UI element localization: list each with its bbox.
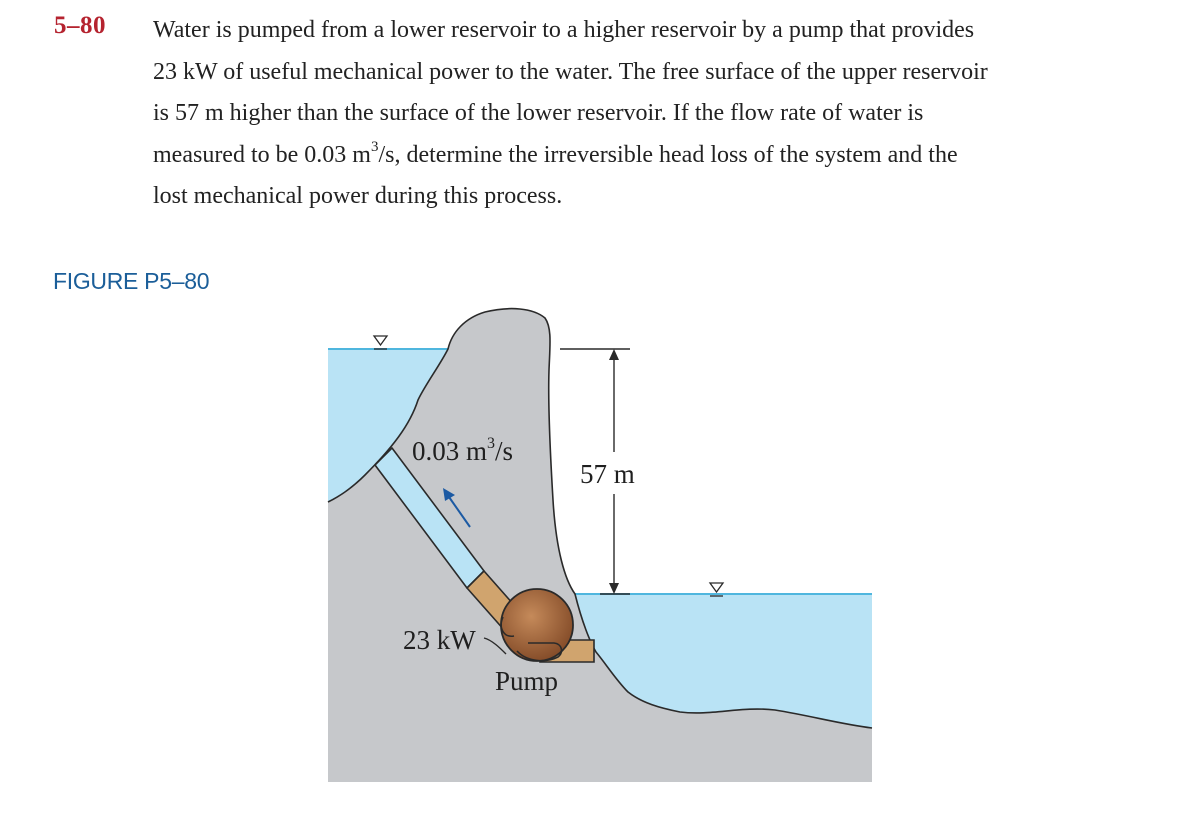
problem-line-3: is 57 m higher than the surface of the lower reservoir. If the flow rate of water is [153, 100, 924, 127]
height-label: 57 m [580, 459, 635, 489]
problem-line-4-end: /s, determine the irreversible head loss of the system and the [378, 141, 958, 168]
problem-line-1: Water is pumped from a lower reservoir to a higher reservoir by a pump that provides [153, 17, 975, 43]
problem-number: 5–80 [54, 12, 106, 39]
problem-line-2: 23 kW of useful mechanical power to the water. The free surface of the upper reservoir [153, 58, 988, 85]
figure-caption: FIGURE P5–80 [53, 268, 210, 294]
problem-line-5: lost mechanical power during this process. [153, 183, 563, 210]
height-arrow-up [609, 349, 619, 360]
flow-rate-label: 0.03 $m^3/s$ [412, 435, 514, 466]
height-arrow-down [609, 583, 619, 594]
problem-line-4-start: measured to be 0.03 m [153, 141, 371, 168]
power-label: 23 kW [403, 625, 476, 655]
cubic-superscript: 3 [370, 138, 379, 155]
upper-free-surface-symbol [374, 336, 387, 349]
pump-label: Pump [495, 666, 559, 696]
